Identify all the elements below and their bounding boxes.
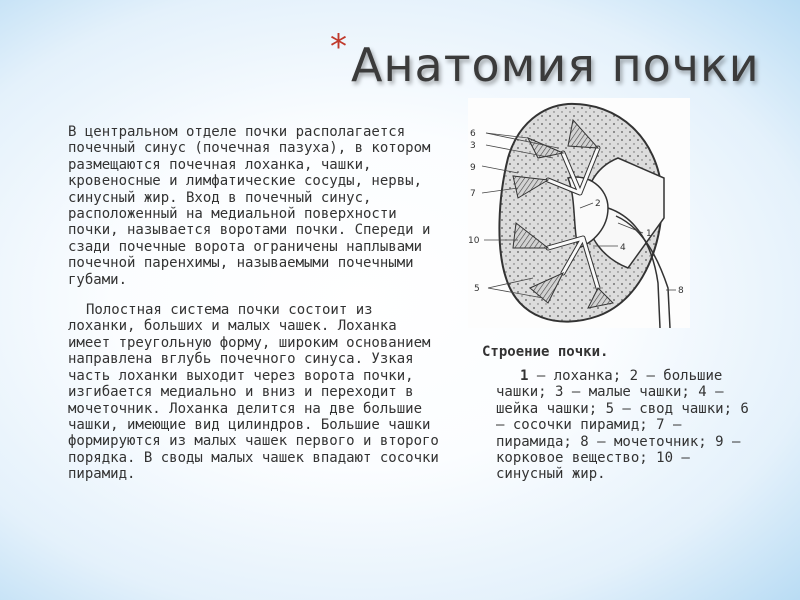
label-5: 5 bbox=[474, 284, 480, 294]
main-text bbox=[68, 124, 440, 483]
legend-text: — лоханка; 2 — большие чашки; 3 — малые чашки; 4 — шейка чашки; 5 — свод чашки; 6 — сосочки пирамид; 7 — пирамида; 8 — мочеточник; 9 — корковое вещество; 10 — синусный жир. bbox=[496, 368, 749, 483]
label-7: 7 bbox=[470, 189, 476, 199]
kidney-diagram bbox=[468, 98, 690, 328]
label-10: 10 bbox=[468, 236, 480, 246]
label-4: 4 bbox=[620, 243, 626, 253]
label-9: 9 bbox=[470, 163, 476, 173]
paragraph-sinus: В центральном отделе почки располагается почечный синус (почечная пазуха), в котором размещаются почечная лоханка, чашки, кровеносные и лимфатические сосуды, нервы, синусный жир. Вход в почечный синус, расположенный на медиальной поверхности почки, называется воротами почки. Спереди и сзади почечные ворота ограничены наплывами почечной паренхимы, называемыми почечными губами. bbox=[68, 124, 431, 288]
paragraph-cavity-system: Полостная система почки состоит из лоханки, больших и малых чашек. Лоханка имеет треугольную форму, широким основанием направлена вглубь почечного синуса. Узкая часть лоханки выходит через ворота почки, изгибается медиально и вниз и переходит в мочеточник. Лоханка делится на две большие чашки, имеющие вид цилиндров. Большие чашки формируются из малых чашек первого и второго порядка. В своды малых чашек впадают сосочки пирамид. bbox=[68, 302, 439, 483]
legend-first-number: 1 bbox=[520, 368, 529, 384]
title-bar bbox=[330, 28, 760, 98]
label-2: 2 bbox=[595, 199, 601, 209]
figure-legend bbox=[496, 368, 758, 483]
label-8: 8 bbox=[678, 286, 684, 296]
figure-caption: Строение почки. bbox=[482, 344, 609, 360]
title-star-icon: * bbox=[330, 27, 347, 67]
label-1: 1 bbox=[646, 229, 652, 239]
page-title: Анатомия почки bbox=[351, 38, 760, 92]
kidney-illustration bbox=[468, 98, 690, 328]
label-6: 6 bbox=[470, 129, 476, 139]
label-3: 3 bbox=[470, 141, 476, 151]
